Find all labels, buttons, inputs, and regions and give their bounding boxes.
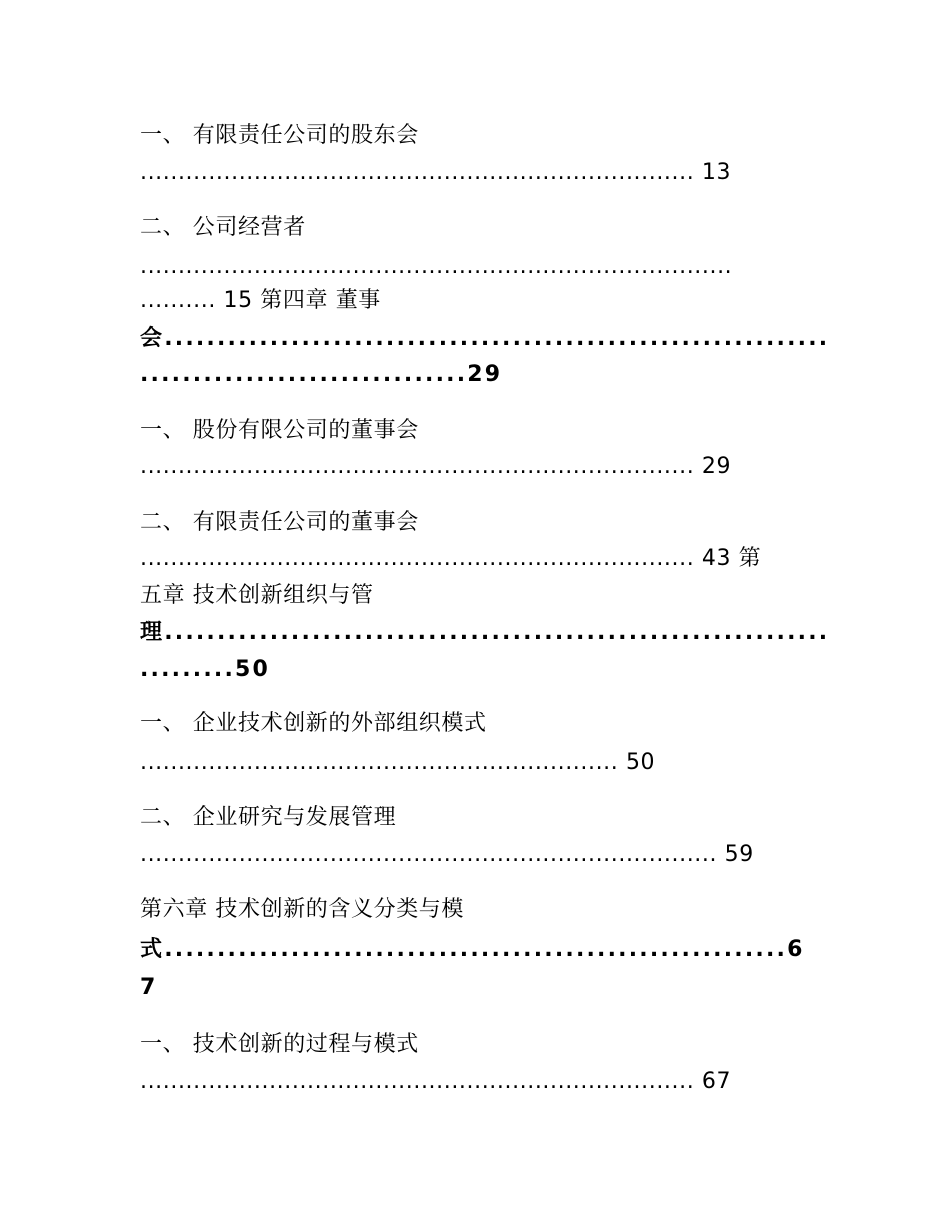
toc-section-title: 二、 有限责任公司的董事会 (140, 510, 419, 535)
toc-chapter-title: 理............................................................... (140, 620, 830, 645)
toc-section-title: 一、 企业技术创新的外部组织模式 (140, 711, 487, 736)
toc-section-title: 二、 企业研究与发展管理 (140, 805, 397, 830)
toc-chapter-title: 第六章 技术创新的含义分类与模 (140, 897, 464, 922)
toc-chapter-title: 五章 技术创新组织与管 (140, 583, 374, 608)
toc-leader-page: ............................................................... 50 (140, 750, 656, 775)
toc-chapter-page: ...............................29 (140, 362, 503, 387)
toc-chapter-title: 式...........................................................6 (140, 937, 805, 962)
toc-section-title: 一、 技术创新的过程与模式 (140, 1032, 419, 1057)
toc-leader-page: ......................................................................... 43 第 (140, 546, 762, 571)
toc-chapter-title: 会............................................................... (140, 326, 830, 351)
toc-section-title: 二、 公司经营者 (140, 215, 306, 240)
toc-section-title: 一、 有限责任公司的股东会 (140, 123, 419, 148)
toc-leader-page: ............................................................................ 59 (140, 842, 754, 867)
toc-leader-page: ......................................................................... 67 (140, 1069, 732, 1094)
toc-leader: .............................................................................. (140, 254, 733, 279)
toc-chapter-page: .........50 (140, 657, 271, 682)
toc-leader-page: .......... 15 第四章 董事 (140, 288, 381, 313)
toc-leader-page: ......................................................................... 13 (140, 160, 732, 185)
toc-chapter-page: 7 (140, 975, 158, 1000)
toc-section-title: 一、 股份有限公司的董事会 (140, 418, 419, 443)
toc-leader-page: ......................................................................... 29 (140, 454, 732, 479)
